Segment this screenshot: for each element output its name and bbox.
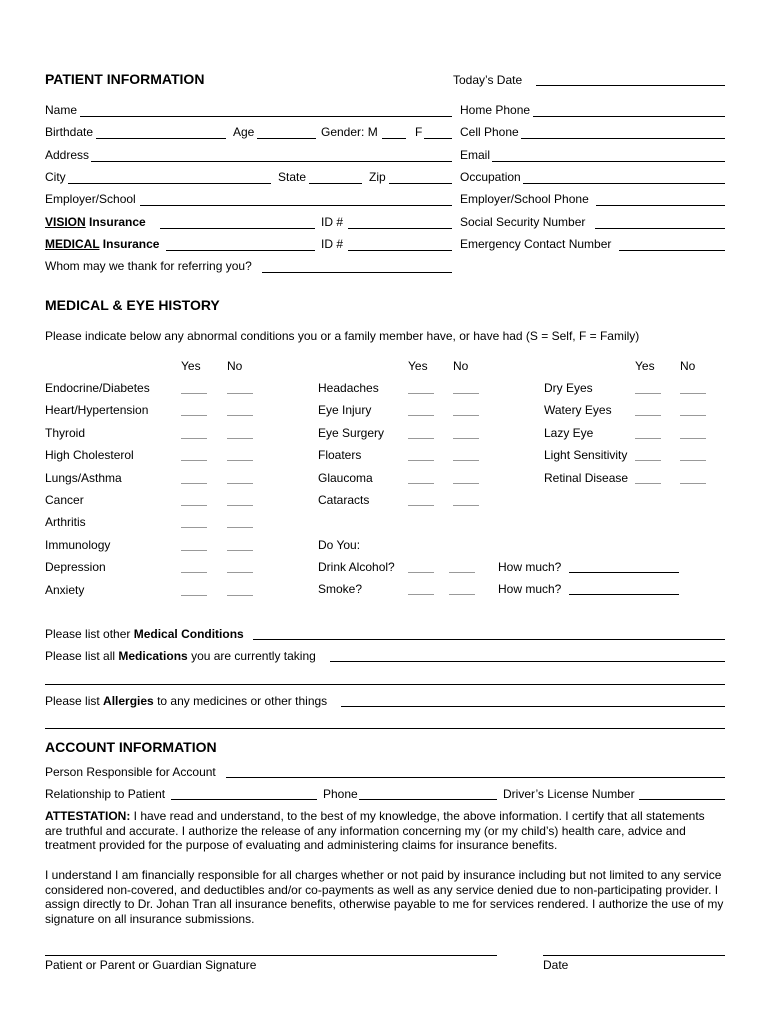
do-you-label: Do You:: [318, 538, 361, 552]
condition-yes-blank[interactable]: [181, 438, 207, 439]
col2-yes-header: Yes: [408, 359, 428, 373]
smoke-how-much-label: How much?: [498, 582, 562, 596]
condition-no-blank[interactable]: [680, 393, 706, 394]
alcohol-yes-blank[interactable]: [408, 572, 434, 573]
referral-field[interactable]: [262, 272, 452, 273]
condition-yes-blank[interactable]: [635, 415, 661, 416]
vision-insurance-field[interactable]: [160, 228, 315, 229]
condition-no-blank[interactable]: [453, 438, 479, 439]
condition-label: Dry Eyes: [544, 381, 593, 395]
condition-label: Cancer: [45, 493, 84, 507]
condition-no-blank[interactable]: [227, 393, 253, 394]
emergency-contact-field[interactable]: [619, 250, 725, 251]
age-field[interactable]: [257, 138, 316, 139]
condition-label: Endocrine/Diabetes: [45, 381, 150, 395]
gender-label: Gender: M: [321, 125, 378, 139]
smoke-no-blank[interactable]: [449, 594, 475, 595]
todays-date-field[interactable]: [536, 85, 725, 86]
col1-yes-header: Yes: [181, 359, 201, 373]
conditions-list-field[interactable]: [253, 639, 725, 640]
relationship-label: Relationship to Patient: [45, 787, 166, 801]
employer-phone-field[interactable]: [596, 205, 725, 206]
condition-label: High Cholesterol: [45, 448, 134, 463]
account-phone-field[interactable]: [359, 799, 497, 800]
condition-no-blank[interactable]: [453, 460, 479, 461]
allergies-bold: Allergies: [103, 694, 154, 708]
condition-label: Eye Injury: [318, 403, 372, 418]
condition-yes-blank[interactable]: [181, 483, 207, 484]
condition-yes-blank[interactable]: [408, 438, 434, 439]
home-phone-label: Home Phone: [460, 103, 531, 117]
condition-label: Immunology: [45, 537, 111, 552]
condition-no-blank[interactable]: [680, 483, 706, 484]
vision-id-field[interactable]: [348, 228, 452, 229]
condition-no-blank[interactable]: [453, 393, 479, 394]
condition-no-blank[interactable]: [680, 438, 706, 439]
condition-label: Heart/Hypertension: [45, 403, 149, 418]
license-label: Driver’s License Number: [503, 787, 635, 801]
name-label: Name: [45, 103, 78, 117]
employer-phone-label: Employer/School Phone: [460, 192, 589, 206]
attestation-text: I have read and understand, to the best of my knowledge, the above information. I certify that all statements are truthful and accurate. I authorize the release of any information concerning my (or my child’s) health care, advice and treatment provided for the purpose of evaluating and administering claims for insurance benefits.: [45, 809, 705, 852]
condition-yes-blank[interactable]: [408, 460, 434, 461]
condition-no-blank[interactable]: [227, 415, 253, 416]
alcohol-how-much-label: How much?: [498, 560, 562, 574]
condition-no-blank[interactable]: [227, 572, 253, 573]
allergies-pre: Please list: [45, 694, 104, 708]
signature-date-label: Date: [543, 958, 569, 972]
condition-no-blank[interactable]: [453, 415, 479, 416]
city-field[interactable]: [68, 183, 271, 184]
referral-label: Whom may we thank for referring you?: [45, 259, 252, 273]
medical-insurance-label: [45, 237, 159, 251]
condition-no-blank[interactable]: [227, 483, 253, 484]
condition-label: Glaucoma: [318, 470, 373, 485]
attestation-label: ATTESTATION:: [45, 809, 131, 823]
license-field[interactable]: [639, 799, 725, 800]
emergency-contact-label: Emergency Contact Number: [460, 237, 612, 251]
col2-no-header: No: [453, 359, 469, 373]
col1-no-header: No: [227, 359, 243, 373]
meds-bold: Medications: [118, 649, 188, 663]
condition-label: Lungs/Asthma: [45, 470, 122, 485]
col3-yes-header: Yes: [635, 359, 655, 373]
address-field[interactable]: [91, 161, 452, 162]
condition-label: Depression: [45, 560, 106, 575]
medications-list-field[interactable]: [330, 661, 725, 662]
condition-label: Floaters: [318, 448, 362, 463]
insurance-word: Insurance: [85, 215, 146, 229]
condition-label: Eye Surgery: [318, 425, 385, 440]
condition-yes-blank[interactable]: [635, 393, 661, 394]
condition-yes-blank[interactable]: [635, 460, 661, 461]
condition-label: Retinal Disease: [544, 470, 629, 485]
zip-field[interactable]: [389, 183, 452, 184]
condition-yes-blank[interactable]: [635, 438, 661, 439]
condition-yes-blank[interactable]: [181, 460, 207, 461]
signature-label: Patient or Parent or Guardian Signature: [45, 958, 257, 972]
conditions-list-label: [45, 627, 244, 641]
vision-word: VISION: [45, 215, 86, 229]
email-label: Email: [460, 148, 491, 162]
allergies-list-field[interactable]: [341, 706, 725, 707]
condition-no-blank[interactable]: [227, 460, 253, 461]
zip-label: Zip: [369, 170, 386, 184]
account-phone-label: Phone: [323, 787, 358, 801]
condition-yes-blank[interactable]: [181, 527, 207, 528]
allergies-post: to any medicines or other things: [153, 694, 328, 708]
relationship-field[interactable]: [171, 799, 317, 800]
smoke-how-much-field[interactable]: [569, 594, 679, 595]
conditions-pre: Please list other: [45, 627, 134, 641]
condition-yes-blank[interactable]: [408, 415, 434, 416]
financial-paragraph: I understand I am financially responsible for all charges whether or not paid by insurance including but not limited to any service considered non-covered, and deductibles and/or co-payments as well as any service denied due to non-participating provider. I assign directly to Dr. Johan Tran all insurance benefits, otherwise payable to me for services rendered. I authorize the use of my signature on all insurance submissions.: [45, 868, 724, 926]
meds-post: you are currently taking: [187, 649, 316, 663]
signature-line[interactable]: [45, 955, 497, 956]
history-instructions: Please indicate below any abnormal conditions you or a family member have, or have had (S = Self, F = Family): [45, 329, 640, 343]
medical-word: MEDICAL: [45, 237, 100, 251]
condition-yes-blank[interactable]: [181, 572, 207, 573]
allergies-extra-line[interactable]: [45, 728, 725, 729]
state-field[interactable]: [309, 183, 362, 184]
condition-no-blank[interactable]: [453, 505, 479, 506]
condition-yes-blank[interactable]: [408, 393, 434, 394]
col3-no-header: No: [680, 359, 696, 373]
smoke-yes-blank[interactable]: [408, 594, 434, 595]
condition-label: Arthritis: [45, 515, 86, 530]
cell-phone-label: Cell Phone: [460, 125, 519, 139]
condition-yes-blank[interactable]: [181, 595, 207, 596]
account-heading: ACCOUNT INFORMATION: [45, 739, 217, 755]
condition-label: Light Sensitivity: [544, 448, 628, 463]
condition-no-blank[interactable]: [227, 505, 253, 506]
home-phone-field[interactable]: [533, 116, 725, 117]
condition-label: Lazy Eye: [544, 425, 594, 440]
condition-no-blank[interactable]: [227, 595, 253, 596]
conditions-bold: Medical Conditions: [133, 627, 244, 641]
employer-field[interactable]: [140, 205, 452, 206]
gender-m-field[interactable]: [382, 138, 406, 139]
meds-pre: Please list all: [45, 649, 119, 663]
medications-extra-line[interactable]: [45, 684, 725, 685]
employer-label: Employer/School: [45, 192, 136, 206]
birthdate-field[interactable]: [96, 138, 226, 139]
condition-no-blank[interactable]: [227, 438, 253, 439]
allergies-list-label: [45, 694, 327, 708]
history-heading: MEDICAL & EYE HISTORY: [45, 297, 220, 313]
condition-label: Thyroid: [45, 425, 86, 440]
condition-no-blank[interactable]: [680, 415, 706, 416]
cell-phone-field[interactable]: [521, 138, 725, 139]
condition-yes-blank[interactable]: [181, 550, 207, 551]
occupation-label: Occupation: [460, 170, 521, 184]
condition-yes-blank[interactable]: [181, 505, 207, 506]
condition-label: Anxiety: [45, 582, 85, 597]
vision-id-label: ID #: [321, 215, 344, 229]
medications-list-label: [45, 649, 316, 663]
responsible-field[interactable]: [226, 777, 725, 778]
insurance-word-2: Insurance: [99, 237, 160, 251]
condition-label: Watery Eyes: [544, 403, 612, 418]
responsible-label: Person Responsible for Account: [45, 765, 216, 779]
vision-insurance-label: [45, 215, 146, 229]
alcohol-no-blank[interactable]: [449, 572, 475, 573]
city-label: City: [45, 170, 66, 184]
alcohol-how-much-field[interactable]: [569, 572, 679, 573]
condition-yes-blank[interactable]: [181, 415, 207, 416]
state-label: State: [278, 170, 307, 184]
todays-date-label: Today’s Date: [453, 73, 523, 87]
medical-id-field[interactable]: [348, 250, 452, 251]
medical-id-label: ID #: [321, 237, 344, 251]
gender-f-label: F: [415, 125, 423, 139]
condition-yes-blank[interactable]: [181, 393, 207, 394]
smoke-label: Smoke?: [318, 582, 363, 596]
medical-insurance-field[interactable]: [166, 250, 315, 251]
alcohol-label: Drink Alcohol?: [318, 560, 395, 574]
gender-f-field[interactable]: [424, 138, 452, 139]
email-field[interactable]: [492, 161, 725, 162]
condition-no-blank[interactable]: [227, 550, 253, 551]
condition-label: Cataracts: [318, 493, 370, 507]
condition-no-blank[interactable]: [227, 527, 253, 528]
name-field[interactable]: [80, 116, 452, 117]
address-label: Address: [45, 148, 90, 162]
condition-label: Headaches: [318, 381, 379, 395]
condition-no-blank[interactable]: [680, 460, 706, 461]
attestation-paragraph: [45, 809, 725, 853]
signature-date-line[interactable]: [543, 955, 725, 956]
ssn-field[interactable]: [595, 228, 725, 229]
age-label: Age: [233, 125, 255, 139]
patient-info-heading: PATIENT INFORMATION: [45, 71, 205, 87]
condition-no-blank[interactable]: [453, 483, 479, 484]
condition-yes-blank[interactable]: [635, 483, 661, 484]
occupation-field[interactable]: [523, 183, 725, 184]
ssn-label: Social Security Number: [460, 215, 586, 229]
condition-yes-blank[interactable]: [408, 483, 434, 484]
condition-yes-blank[interactable]: [408, 505, 434, 506]
birthdate-label: Birthdate: [45, 125, 94, 139]
